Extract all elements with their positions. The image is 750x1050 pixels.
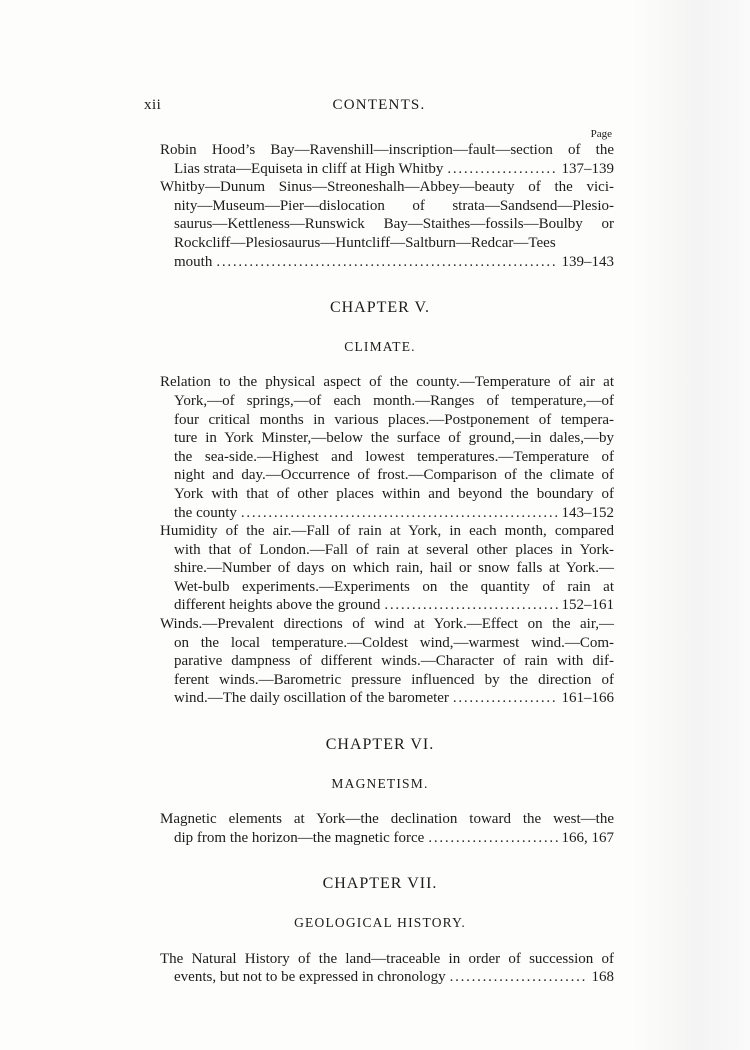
entry-text: shire.—Number of days on which rain, hail or snow falls at York.— [174,560,614,577]
entry-line [160,429,614,448]
entry-line [160,411,614,430]
chapter-subject: GEOLOGICAL HISTORY. [294,915,466,930]
entry-text: Winds.—Prevalent directions of wind at York.—Effect on the air,— [160,616,614,633]
running-title: CONTENTS. [332,97,426,113]
chapter-heading: CHAPTER V. [329,299,431,317]
entry-text: the county [174,504,237,521]
entry-line [160,596,614,615]
leader-dots [447,160,557,179]
entry-line [160,197,614,216]
entry-text: parative dampness of different winds.—Character of rain with dif- [174,653,614,670]
leader-dots [428,829,557,848]
entry-text: nity—Museum—Pier—dislocation of strata—Sandsend—Plesio- [174,197,614,214]
entry-text: saurus—Kettleness—Runswick Bay—Staithes—fossils—Boulby or [174,216,614,233]
entry-line [160,652,614,671]
entry-text: four critical months in various places.—Postponement of tempera- [174,411,614,428]
entry-line [160,504,614,523]
chapter-heading: CHAPTER VII. [322,875,438,893]
toc-entry [146,810,614,847]
page-number: 166, 167 [561,829,614,846]
chapter-subject: CLIMATE. [344,338,416,354]
entry-line [160,141,614,160]
entry-text: mouth [174,253,213,270]
entry-line [160,968,614,987]
entry-line [160,160,614,179]
entry-line [160,541,614,560]
toc-entry [146,615,614,708]
entry-line [160,448,614,467]
entry-line [160,615,614,634]
entry-text: York,—of springs,—of each month.—Ranges of temperature,—of [174,392,614,409]
entry-line [160,950,614,969]
entry-text: ferent winds.—Barometric pressure influenced by the direction of [174,671,614,688]
toc-entry [146,950,614,987]
entry-line [160,253,614,272]
page-number: 143–152 [561,504,614,521]
contents-list [146,141,614,987]
entry-text: dip from the horizon—the magnetic force [174,829,425,846]
entry-text: different heights above the ground [174,597,381,614]
leader-dots [453,689,558,708]
leader-dots [450,968,588,987]
book-page [146,96,614,987]
chapter-heading: CHAPTER VI. [325,736,435,754]
entry-text: Wet-bulb experiments.—Experiments on the quantity of rain at [174,578,614,595]
entry-text: Lias strata—Equiseta in cliff at High Whitby [174,160,444,177]
entry-text: Relation to the physical aspect of the county.—Temperature of air at [160,374,614,391]
entry-line [160,578,614,597]
page-number: 161–166 [561,690,614,707]
toc-entry [146,178,614,271]
entry-text: ture in York Minster,—below the surface of ground,—in dales,—by [174,430,614,447]
entry-text: with that of London.—Fall of rain at several other places in York- [174,541,614,558]
entry-text: on the local temperature.—Coldest wind,—warmest wind.—Com- [174,634,614,651]
entry-text: The Natural History of the land—traceable in order of succession of [160,950,614,967]
entry-line [160,373,614,392]
entry-text: Rockcliff—Plesiosaurus—Huntcliff—Saltburn—Redcar—Tees [174,234,556,251]
entry-line [160,634,614,653]
entry-text: Whitby—Dunum Sinus—Streoneshalh—Abbey—beauty of the vici- [160,179,614,196]
chapter-subject: MAGNETISM. [331,775,429,791]
entry-line [160,234,614,253]
entry-text: Humidity of the air.—Fall of rain at York, in each month, compared [160,523,614,540]
entry-line [160,392,614,411]
leader-dots [241,504,558,523]
entry-line [160,522,614,541]
page-folio: xii [144,97,162,113]
page-number: 137–139 [561,160,614,177]
entry-text: Magnetic elements at York—the declination toward the west—the [160,811,614,828]
entry-line [160,215,614,234]
entry-text: York with that of other places within and beyond the boundary of [174,485,614,502]
entry-text: the sea-side.—Highest and lowest temperatures.—Temperature of [174,448,614,465]
entry-line [160,178,614,197]
leader-dots [216,253,557,272]
entry-line [160,466,614,485]
leader-dots [384,596,557,615]
entry-line [160,689,614,708]
scan-edge-shadow [632,0,750,1050]
page-number: 152–161 [561,597,614,614]
toc-entry [146,141,614,178]
toc-entry [146,373,614,522]
entry-line [160,671,614,690]
entry-line [160,810,614,829]
entry-line [160,485,614,504]
entry-text: events, but not to be expressed in chronology [174,969,446,986]
entry-text: Robin Hood’s Bay—Ravenshill—inscription—fault—section of the [160,142,614,158]
toc-entry [146,522,614,615]
entry-text: night and day.—Occurrence of frost.—Comparison of the climate of [174,467,614,484]
entry-line [160,829,614,848]
page-number: 168 [591,969,614,986]
running-head [144,96,614,120]
entry-text: wind.—The daily oscillation of the barometer [174,690,449,707]
page-number: 139–143 [561,253,614,270]
page-column-label: Page [590,128,612,140]
entry-line [160,559,614,578]
